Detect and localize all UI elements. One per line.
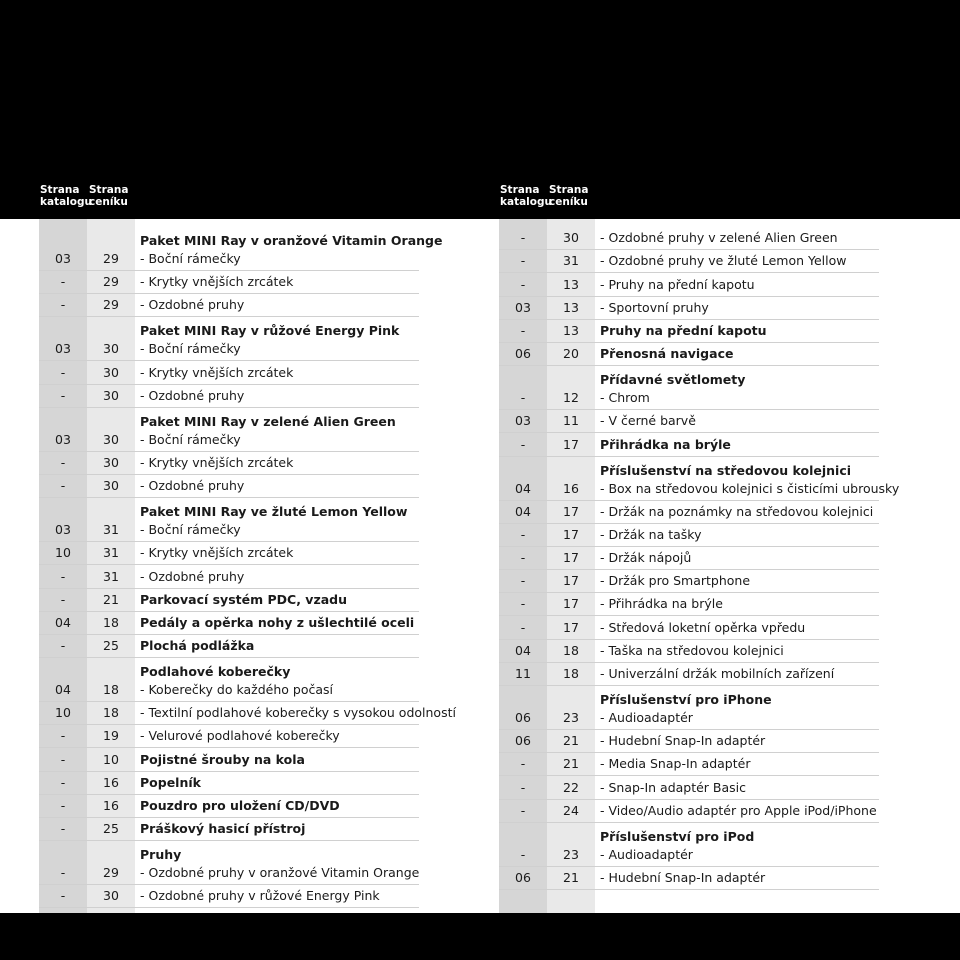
right-header-catalog: Strana katalogu bbox=[500, 184, 552, 208]
item-name: - Boční rámečky bbox=[140, 251, 241, 266]
left-header-price: Strana ceníku bbox=[89, 184, 129, 208]
item-name: - Audioadaptér bbox=[600, 846, 693, 862]
catalog-page: - bbox=[60, 774, 66, 790]
catalog-page: 04 bbox=[55, 614, 71, 630]
table-row bbox=[499, 547, 879, 570]
item-name: - Ozdobné pruhy v růžové Energy Pink bbox=[140, 888, 380, 904]
catalog-page: - bbox=[60, 478, 66, 494]
price-list-page: 17 bbox=[563, 526, 579, 542]
price-list-page: 21 bbox=[563, 733, 579, 749]
group-heading: Příslušenství na středovou kolejnici bbox=[600, 462, 852, 478]
price-list-page: 30 bbox=[103, 364, 119, 380]
table-row bbox=[499, 570, 879, 593]
price-list-page: 30 bbox=[103, 478, 119, 494]
table-row bbox=[39, 271, 419, 294]
table-row bbox=[39, 565, 419, 588]
table-row bbox=[499, 753, 879, 776]
item-name: Pojistné šrouby na kola bbox=[140, 751, 305, 767]
item-name: - Držák na tašky bbox=[600, 526, 702, 542]
price-list-page: 13 bbox=[563, 299, 579, 315]
group-heading: Přídavné světlomety bbox=[600, 372, 746, 388]
group-heading: Paket MINI Ray v zelené Alien Green bbox=[140, 413, 396, 429]
table-row bbox=[499, 800, 879, 823]
item-name: - Taška na středovou kolejnici bbox=[600, 642, 784, 658]
catalog-page: - bbox=[520, 596, 526, 612]
item-name: - Univerzální držák mobilních zařízení bbox=[600, 666, 835, 681]
price-list-page: 18 bbox=[103, 705, 119, 721]
catalog-page: 03 bbox=[515, 413, 531, 429]
group-heading: Pruhy bbox=[140, 847, 182, 863]
item-name: - Audioadaptér bbox=[600, 710, 693, 725]
right-header-price: Strana ceníku bbox=[549, 184, 589, 208]
item-name: Pruhy na přední kapotu bbox=[600, 322, 767, 338]
price-list-page: 13 bbox=[563, 322, 579, 338]
item-name: - Sportovní pruhy bbox=[600, 299, 709, 315]
price-list-page: 18 bbox=[103, 614, 119, 630]
group-heading: Paket MINI Ray v oranžové Vitamin Orange bbox=[140, 233, 443, 248]
catalog-page: - bbox=[60, 591, 66, 607]
catalog-page: 06 bbox=[515, 733, 531, 749]
catalog-page: - bbox=[520, 619, 526, 635]
table-row bbox=[39, 725, 419, 748]
table-row bbox=[499, 433, 879, 456]
item-name: - Ozdobné pruhy bbox=[140, 387, 245, 403]
item-name: - Ozdobné pruhy v zelené Alien Green bbox=[600, 230, 838, 246]
table-row bbox=[39, 452, 419, 475]
catalog-page: - bbox=[520, 550, 526, 566]
table-row bbox=[499, 616, 879, 639]
price-list-page: 16 bbox=[103, 798, 119, 813]
catalog-page: 04 bbox=[515, 480, 531, 496]
item-name: Přenosná navigace bbox=[600, 346, 734, 362]
price-list-page: 18 bbox=[563, 642, 579, 658]
catalog-page: 04 bbox=[515, 503, 531, 519]
item-name: Parkovací systém PDC, vzadu bbox=[140, 591, 347, 607]
price-list-page: 16 bbox=[563, 480, 579, 496]
table-row bbox=[39, 885, 419, 908]
catalog-page: - bbox=[60, 821, 66, 837]
price-list-page: 17 bbox=[563, 503, 579, 519]
item-name: Plochá podlážka bbox=[140, 638, 255, 654]
price-list-page: 21 bbox=[103, 591, 119, 607]
table-row bbox=[39, 361, 419, 384]
item-name: - Pruhy na přední kapotu bbox=[600, 276, 755, 292]
table-row bbox=[39, 795, 419, 818]
item-name: Pouzdro pro uložení CD/DVD bbox=[140, 798, 340, 813]
price-list-page: 30 bbox=[103, 454, 119, 470]
table-row bbox=[499, 593, 879, 616]
catalog-page: - bbox=[60, 454, 66, 470]
price-list-page: 30 bbox=[103, 387, 119, 403]
price-list-page: 12 bbox=[563, 390, 579, 406]
table-row bbox=[39, 818, 419, 841]
item-name: - Ozdobné pruhy v oranžové Vitamin Orange bbox=[140, 865, 420, 881]
table-row bbox=[39, 408, 419, 452]
table-row bbox=[499, 686, 879, 730]
price-list-page: 18 bbox=[103, 682, 119, 698]
price-list-page: 25 bbox=[103, 638, 119, 654]
price-list-page: 29 bbox=[103, 251, 119, 266]
table-row bbox=[39, 748, 419, 771]
group-heading: Příslušenství pro iPod bbox=[600, 828, 755, 844]
price-list-page: 13 bbox=[563, 276, 579, 292]
table-row bbox=[39, 294, 419, 317]
item-name: - Držák na poznámky na středovou kolejnici bbox=[600, 503, 874, 519]
table-row bbox=[39, 612, 419, 635]
table-row bbox=[39, 227, 443, 271]
catalog-page: - bbox=[520, 390, 526, 406]
item-name: Pedály a opěrka nohy z ušlechtilé oceli bbox=[140, 614, 415, 630]
catalog-page: 06 bbox=[515, 869, 531, 885]
price-list-page: 17 bbox=[563, 550, 579, 566]
item-name: - Krytky vnějších zrcátek bbox=[140, 274, 294, 290]
price-list-page: 30 bbox=[103, 888, 119, 904]
table-row bbox=[499, 366, 879, 410]
catalog-page: - bbox=[520, 276, 526, 292]
price-list-page: 17 bbox=[563, 619, 579, 635]
catalog-page: 03 bbox=[55, 251, 71, 266]
top-black-band bbox=[0, 0, 960, 219]
catalog-page: - bbox=[520, 436, 526, 452]
catalog-page: - bbox=[60, 638, 66, 654]
item-name: - Hudební Snap-In adaptér bbox=[600, 869, 766, 885]
group-heading: Paket MINI Ray v růžové Energy Pink bbox=[140, 323, 400, 339]
price-list-page: 17 bbox=[563, 596, 579, 612]
item-name: - Video/Audio adaptér pro Apple iPod/iPhone bbox=[600, 802, 877, 818]
catalog-page: 03 bbox=[55, 341, 71, 357]
table-row bbox=[39, 498, 419, 542]
price-list-page: 30 bbox=[103, 431, 119, 447]
catalog-page: - bbox=[520, 253, 526, 269]
table-row bbox=[499, 410, 879, 433]
price-list-page: 20 bbox=[563, 346, 579, 362]
left-price-list bbox=[39, 219, 456, 908]
table-row bbox=[39, 542, 419, 565]
bottom-black-band bbox=[0, 913, 960, 960]
item-name: - Středová loketní opěrka vpředu bbox=[600, 619, 806, 635]
item-name: Popelník bbox=[140, 774, 201, 790]
table-row bbox=[39, 385, 419, 408]
item-name: - Chrom bbox=[600, 390, 650, 406]
item-name: - Boční rámečky bbox=[140, 431, 241, 447]
price-list-page: 21 bbox=[563, 756, 579, 772]
price-list-page: 30 bbox=[563, 230, 579, 246]
table-row bbox=[499, 823, 879, 867]
catalog-page: - bbox=[520, 756, 526, 772]
price-list-page: 31 bbox=[563, 253, 579, 269]
catalog-page: - bbox=[60, 274, 66, 290]
price-list-page: 30 bbox=[103, 341, 119, 357]
catalog-page: - bbox=[60, 568, 66, 584]
table-row bbox=[499, 227, 879, 250]
table-row bbox=[39, 658, 419, 702]
table-row bbox=[499, 867, 879, 890]
catalog-page: - bbox=[60, 798, 66, 813]
price-list-page: 29 bbox=[103, 865, 119, 881]
item-name: - Držák pro Smartphone bbox=[600, 573, 751, 589]
item-name: - Media Snap-In adaptér bbox=[600, 756, 751, 772]
catalog-page: - bbox=[520, 779, 526, 795]
catalog-page: 06 bbox=[515, 346, 531, 362]
item-name: - Držák nápojů bbox=[600, 550, 692, 566]
item-name: - Koberečky do každého počasí bbox=[140, 682, 333, 698]
table-row bbox=[499, 524, 879, 547]
catalog-page: - bbox=[520, 846, 526, 862]
item-name: - Krytky vnějších zrcátek bbox=[140, 454, 294, 470]
catalog-page: - bbox=[520, 573, 526, 589]
item-name: - Hudební Snap-In adaptér bbox=[600, 733, 766, 749]
catalog-page: 04 bbox=[515, 642, 531, 658]
catalog-page: 11 bbox=[515, 666, 531, 681]
price-list-page: 21 bbox=[563, 869, 579, 885]
item-name: - Krytky vnějších zrcátek bbox=[140, 545, 294, 561]
item-name: Přihrádka na brýle bbox=[600, 436, 731, 452]
price-list-page: 29 bbox=[103, 274, 119, 290]
catalog-page: - bbox=[60, 364, 66, 380]
catalog-page: - bbox=[520, 322, 526, 338]
item-name: - Ozdobné pruhy bbox=[140, 478, 245, 494]
price-list-page: 23 bbox=[563, 710, 579, 725]
table-row bbox=[499, 457, 900, 501]
table-row bbox=[39, 702, 456, 725]
table-row bbox=[39, 317, 419, 361]
table-row bbox=[39, 841, 419, 885]
table-row bbox=[499, 273, 879, 296]
price-list-page: 29 bbox=[103, 297, 119, 313]
item-name: - Ozdobné pruhy bbox=[140, 568, 245, 584]
price-list-page: 23 bbox=[563, 846, 579, 862]
table-row bbox=[499, 501, 879, 524]
price-list-page: 11 bbox=[563, 413, 579, 429]
table-row bbox=[39, 589, 419, 612]
catalog-page: - bbox=[60, 297, 66, 313]
item-name: - Přihrádka na brýle bbox=[600, 596, 723, 612]
table-row bbox=[499, 250, 879, 273]
price-list-page: 18 bbox=[563, 666, 579, 681]
item-name: - Snap-In adaptér Basic bbox=[600, 779, 747, 795]
group-heading: Příslušenství pro iPhone bbox=[600, 692, 772, 707]
catalog-page: - bbox=[60, 728, 66, 744]
table-row bbox=[499, 343, 879, 366]
left-header-catalog: Strana katalogu bbox=[40, 184, 92, 208]
catalog-page: - bbox=[520, 802, 526, 818]
item-name: Práškový hasicí přístroj bbox=[140, 821, 306, 837]
price-list-page: 24 bbox=[563, 802, 579, 818]
catalog-page: 03 bbox=[515, 299, 531, 315]
price-list-page: 31 bbox=[103, 568, 119, 584]
group-heading: Podlahové koberečky bbox=[140, 664, 291, 680]
catalog-page: - bbox=[60, 751, 66, 767]
item-name: - V černé barvě bbox=[600, 413, 696, 429]
catalog-page: 03 bbox=[55, 522, 71, 538]
right-price-list bbox=[499, 219, 900, 890]
catalog-page: - bbox=[520, 230, 526, 246]
item-name: - Boční rámečky bbox=[140, 341, 241, 357]
table-row bbox=[39, 475, 419, 498]
table-row bbox=[39, 772, 419, 795]
catalog-page: 06 bbox=[515, 710, 531, 725]
catalog-page: 04 bbox=[55, 682, 71, 698]
item-name: - Velurové podlahové koberečky bbox=[140, 728, 340, 744]
price-list-page: 17 bbox=[563, 436, 579, 452]
table-row bbox=[499, 776, 879, 799]
item-name: - Boční rámečky bbox=[140, 522, 241, 538]
group-heading: Paket MINI Ray ve žluté Lemon Yellow bbox=[140, 504, 408, 520]
catalog-page: - bbox=[60, 387, 66, 403]
catalog-page: 10 bbox=[55, 545, 71, 561]
item-name: - Box na středovou kolejnici s čisticími ubrousky bbox=[600, 480, 900, 496]
item-name: - Ozdobné pruhy bbox=[140, 297, 245, 313]
price-list-page: 19 bbox=[103, 728, 119, 744]
price-list-page: 31 bbox=[103, 545, 119, 561]
catalog-page: - bbox=[60, 888, 66, 904]
price-list-page: 22 bbox=[563, 779, 579, 795]
item-name: - Ozdobné pruhy ve žluté Lemon Yellow bbox=[600, 253, 847, 269]
catalog-page: 10 bbox=[55, 705, 71, 721]
table-row bbox=[499, 730, 879, 753]
price-list-page: 10 bbox=[103, 751, 119, 767]
table-row bbox=[499, 320, 879, 343]
table-row bbox=[499, 640, 879, 663]
item-name: - Textilní podlahové koberečky s vysokou odolností bbox=[140, 705, 456, 721]
table-row bbox=[499, 663, 879, 686]
catalog-page: - bbox=[520, 526, 526, 542]
price-list-page: 16 bbox=[103, 774, 119, 790]
catalog-page: 03 bbox=[55, 431, 71, 447]
table-row bbox=[39, 635, 419, 658]
price-list-page: 31 bbox=[103, 522, 119, 538]
catalog-page: - bbox=[60, 865, 66, 881]
item-name: - Krytky vnějších zrcátek bbox=[140, 364, 294, 380]
price-list-page: 25 bbox=[103, 821, 119, 837]
price-list-page: 17 bbox=[563, 573, 579, 589]
table-row bbox=[499, 297, 879, 320]
